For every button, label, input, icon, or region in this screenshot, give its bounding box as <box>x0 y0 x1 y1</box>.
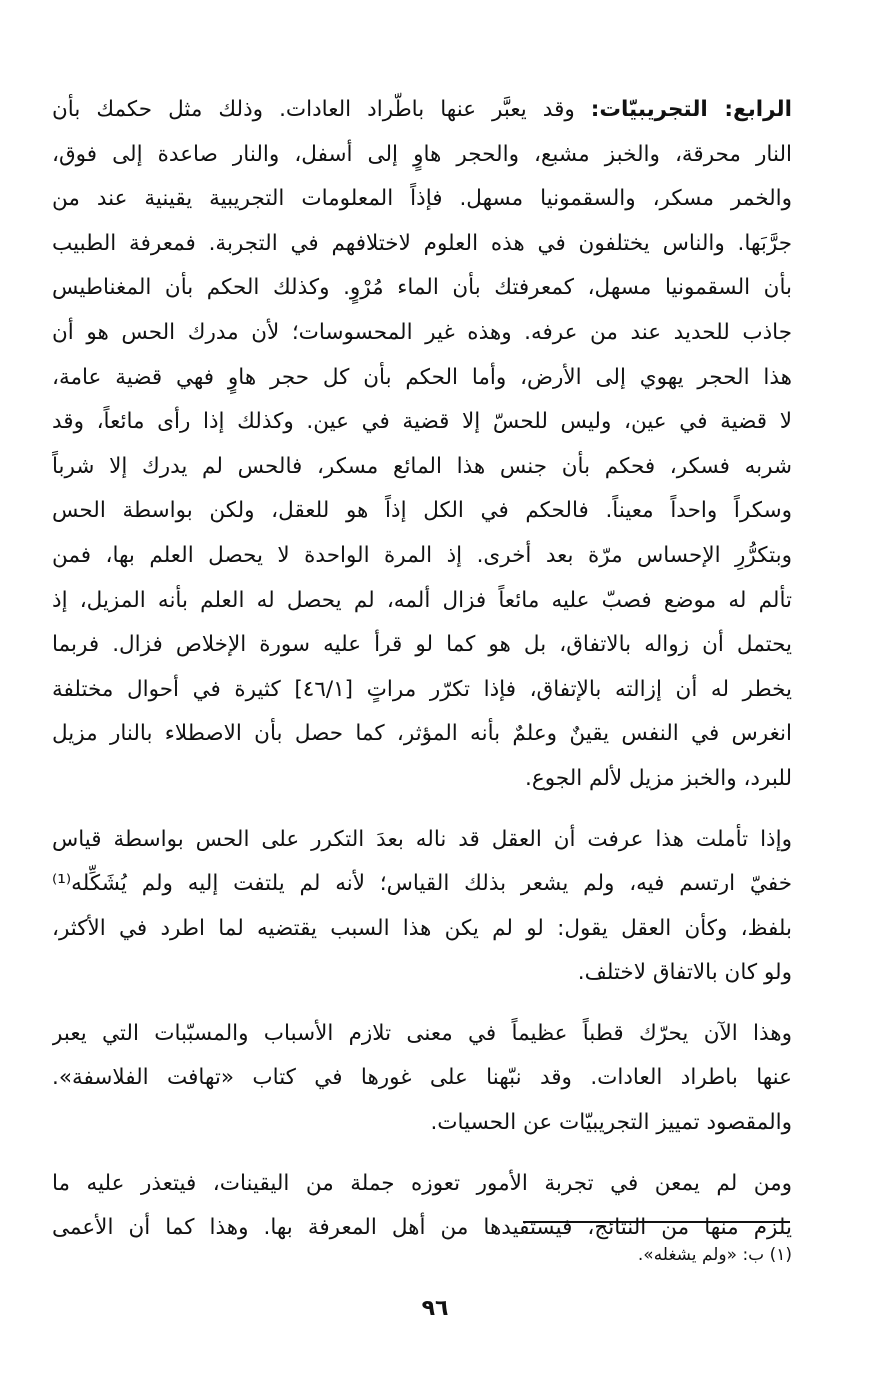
text-line: لا قضية في عين، وليس للحسّ إلا قضية في عين. وكذلك إذا رأى مائعاً، وقد <box>52 409 792 435</box>
text-line: وسكراً واحداً معيناً. فالحكم في الكل إذاً هو للعقل، ولكن بواسطة الحس <box>52 498 792 524</box>
text-line: ومن لم يمعن في تجربة الأمور تعوزه جملة من اليقينات، فيتعذر عليه ما <box>52 1170 792 1196</box>
text-line: هذا الحجر يهوي إلى الأرض، وأما الحكم بأن كل حجر هاوٍ فهي قضية عامة، <box>52 364 792 390</box>
text-line: انغرس في النفس يقينٌ وعلمٌ بأنه المؤثر، كما حصل بأن الاصطلاء بالنار مزيل <box>52 721 792 747</box>
text-line: جاذب للحديد عند من عرفه. وهذه غير المحسوسات؛ لأن مدرك الحس هو أن <box>52 319 792 345</box>
text-line: بلفظ، وكأن العقل يقول: لو لم يكن هذا السبب يقتضيه لما اطرد في الأكثر، <box>52 915 792 941</box>
text-line: بأن السقمونيا مسهل، كمعرفتك بأن الماء مُرْوٍ. وكذلك الحكم بأن المغناطيس <box>52 275 792 301</box>
text-line: وهذا الآن يحرّك قطباً عظيماً في معنى تلازم الأسباب والمسبّبات التي يعبر <box>52 1020 792 1046</box>
text-line: والمقصود تمييز التجريبيّات عن الحسيات. <box>430 1110 792 1136</box>
paragraph-spacer <box>52 802 792 818</box>
text-line: وإذا تأملت هذا عرفت أن العقل قد ناله بعدَ التكرر على الحس بواسطة قياس <box>52 826 792 852</box>
text-line: تألم له موضع فصبّ عليه مائعاً فزال ألمه، لم يحصل له العلم بأنه المزيل، إذ <box>52 587 792 613</box>
text-line: يلزم منها من النتائج، فيستفيدها من أهل المعرفة بها. وهذا كما أن الأعمى <box>52 1215 792 1241</box>
text-line: شربه فسكر، فحكم بأن جنس هذا المائع مسكر، فالحس لم يدرك إلا شرباً <box>52 453 792 479</box>
paragraph-hidden-syllogism <box>52 818 792 996</box>
page-number: ٩٦ <box>421 1296 449 1321</box>
paragraph-spacer <box>52 996 792 1012</box>
main-text <box>52 88 792 1251</box>
text-line: خفيّ ارتسم فيه، ولم يشعر بذلك القياس؛ لأنه لم يلتفت إليه ولم يُشَكِّله⁽¹⁾ <box>52 871 792 897</box>
text-line: ولو كان بالاتفاق لاختلف. <box>577 960 792 986</box>
text-line: وبتكرُّرِ الإحساس مرّة بعد أخرى. إذ المرة الواحدة لا يحصل العلم بها، فمن <box>52 542 792 568</box>
text-line: يحتمل أن زواله بالاتفاق، بل هو كما لو قرأ عليه سورة الإخلاص فزال. فربما <box>52 632 792 658</box>
text-line: النار محرقة، والخبز مشبع، والحجر هاوٍ إلى أسفل، والنار صاعدة إلى فوق، <box>52 141 792 167</box>
paragraph-causality <box>52 1012 792 1146</box>
text-line: للبرد، والخبز مزيل لألم الجوع. <box>525 765 792 791</box>
text-line: يخطر له أن إزالته بالإتفاق، فإذا تكرّر مراتٍ [٤٦/١] كثيرة في أحوال مختلفة <box>52 676 792 702</box>
footnote: (١) ب: «ولم يشغله». <box>637 1245 792 1265</box>
text-line: عنها باطراد العادات. وقد نبّهنا على غورها في كتاب «تهافت الفلاسفة». <box>52 1065 792 1091</box>
paragraph-experiential <box>52 88 792 802</box>
paragraph-spacer <box>52 1146 792 1162</box>
text-line: والخمر مسكر، والسقمونيا مسهل. فإذاً المعلومات التجريبية يقينية عند من <box>52 186 792 212</box>
text-line: جرَّبَها. والناس يختلفون في هذه العلوم لاختلافهم في التجربة. فمعرفة الطبيب <box>52 230 792 256</box>
footnote-separator <box>523 1221 790 1223</box>
section-heading: الرابع: التجريبيّات: <box>590 97 792 122</box>
text-line: الرابع: التجريبيّات: وقد يعبَّر عنها باطّراد العادات. وذلك مثل حكمك بأن <box>52 97 792 122</box>
